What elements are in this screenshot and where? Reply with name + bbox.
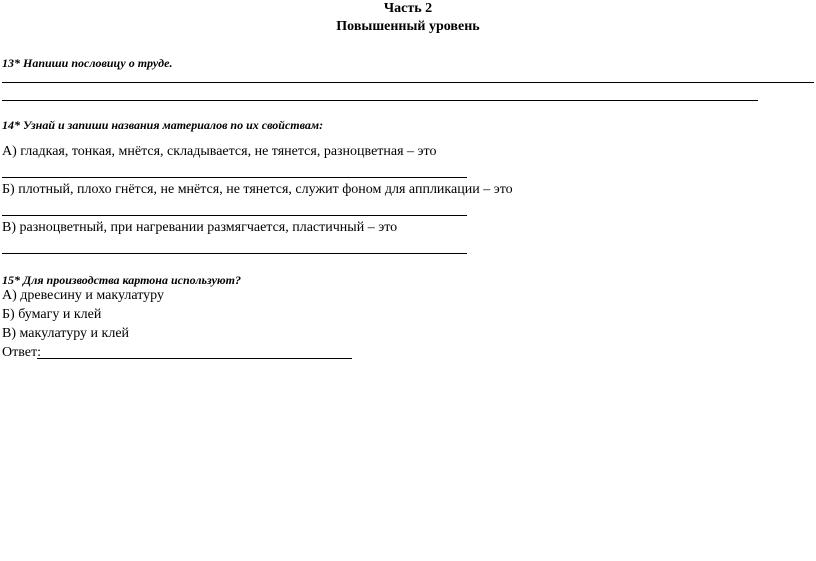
answer-line-13-2	[2, 100, 758, 101]
part-heading: Часть 2	[383, 1, 433, 16]
answer-line-13-1	[2, 82, 814, 83]
task-14-title: 14* Узнай и запиши названия материалов по их свойствам:	[2, 118, 324, 132]
answer-line-14-a	[2, 177, 467, 178]
task-15-option-a: А) древесину и макулатуру	[2, 288, 164, 303]
task-13-title: 13* Напиши пословицу о труде.	[2, 56, 173, 70]
answer-line-14-c	[2, 253, 467, 254]
task-15-answer-label: Ответ:	[2, 345, 41, 360]
task-14-item-a: А) гладкая, тонкая, мнётся, складывается, не тянется, разноцветная – это	[2, 144, 437, 159]
task-14-item-c: В) разноцветный, при нагревании размягчается, пластичный – это	[2, 220, 398, 235]
task-15-title: 15* Для производства картона используют?	[2, 273, 242, 287]
task-15-option-c: В) макулатуру и клей	[2, 326, 130, 341]
task-14-item-b: Б) плотный, плохо гнётся, не мнётся, не тянется, служит фоном для аппликации – это	[2, 182, 513, 197]
answer-line-14-b	[2, 215, 467, 216]
answer-line-15	[37, 358, 352, 359]
task-15-option-b: Б) бумагу и клей	[2, 307, 102, 322]
level-heading: Повышенный уровень	[336, 19, 480, 34]
